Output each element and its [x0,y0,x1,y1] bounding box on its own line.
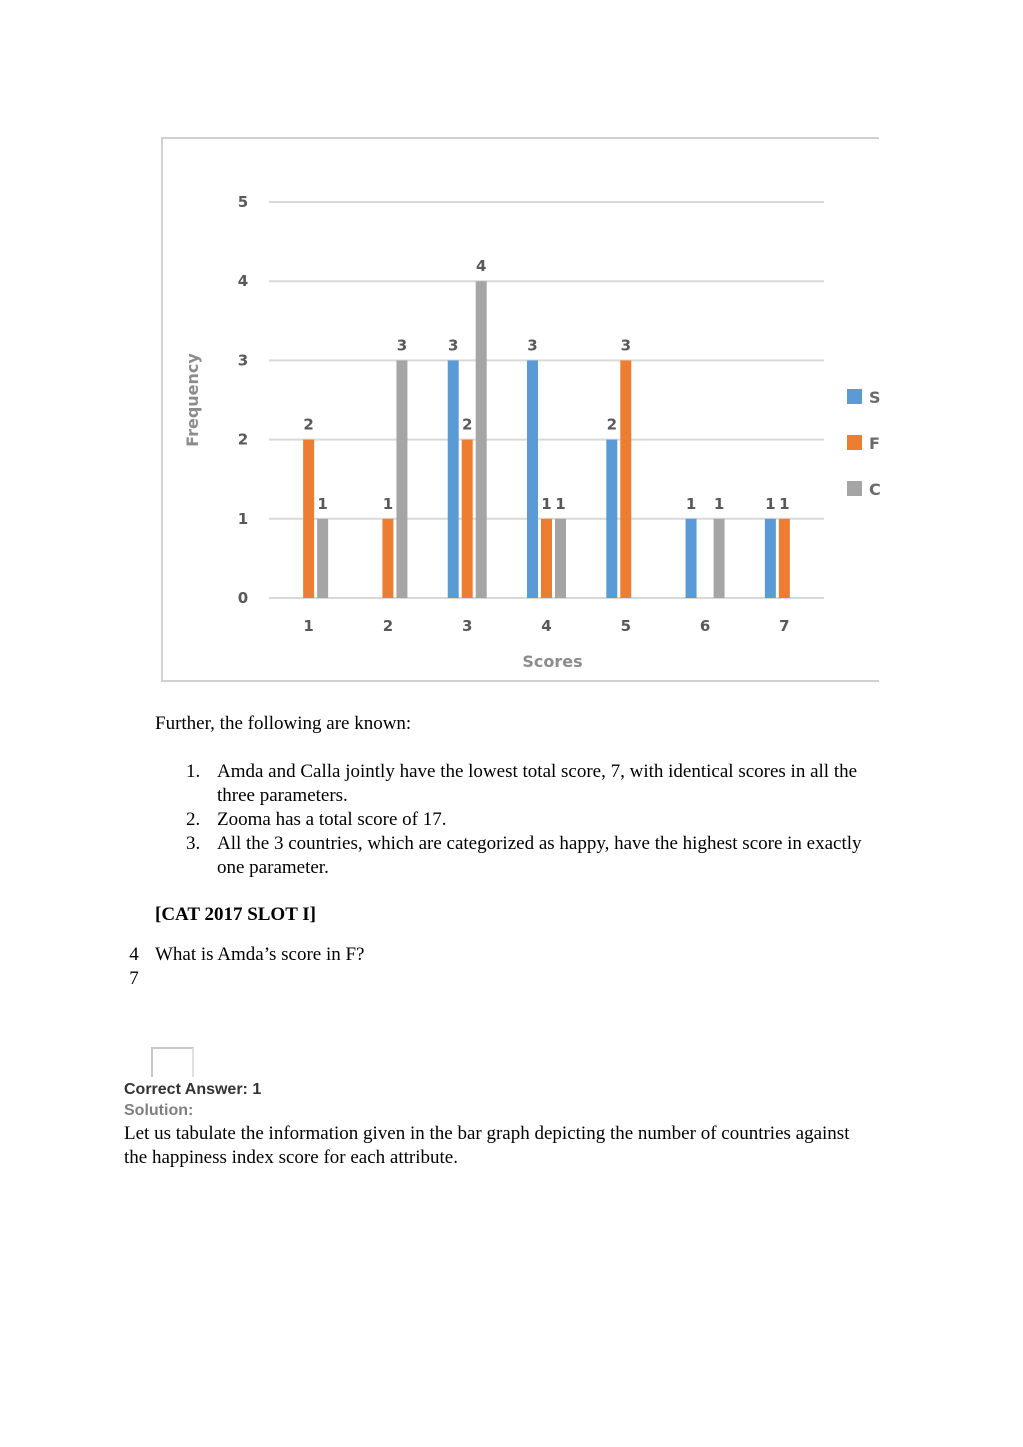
legend-swatch [847,481,862,496]
bar-S [765,519,776,598]
known-item-text: Zooma has a total score of 17. [217,809,447,830]
bar-F [382,519,393,598]
x-tick-label: 1 [303,617,314,635]
known-item-number: 2. [186,809,201,830]
chart-svg [163,139,881,684]
data-label: 1 [779,494,790,513]
bar-F [620,360,631,598]
data-label: 1 [713,494,725,513]
bar-S [527,360,538,598]
x-tick-label: 4 [541,617,552,635]
bar-C [555,519,566,598]
data-label: 2 [303,415,314,434]
known-item [155,808,875,832]
data-label: 1 [555,494,566,513]
data-label: 2 [606,415,618,434]
data-label: 3 [447,336,459,355]
x-axis-title: Scores [522,652,583,671]
y-tick-label: 2 [237,430,249,449]
known-item [155,760,875,808]
known-item [155,832,875,880]
y-axis-title: Frequency [183,353,202,447]
data-label: 1 [382,494,394,513]
bar-F [462,440,473,598]
data-label: 4 [475,257,487,276]
x-tick-label: 5 [620,617,632,635]
data-label: 1 [685,494,697,513]
data-label: 3 [527,336,538,355]
legend-swatch [847,435,862,450]
y-tick-label: 3 [237,351,249,370]
legend-swatch [847,389,862,404]
bar-F [779,519,790,598]
known-item-text: All the 3 countries, which are categorized as happy, have the highest score in exactly one parameter. [217,833,862,878]
y-tick-label: 4 [237,272,249,291]
x-tick-label: 7 [779,617,790,635]
solution-text: Let us tabulate the information given in the bar graph depicting the number of countries against the happiness index score for each attribute. [124,1123,850,1168]
source-tag: [CAT 2017 SLOT I] [155,904,317,925]
question-text: What is Amda’s score in F? [155,944,365,965]
y-tick-label: 0 [237,589,249,607]
correct-answer: Correct Answer: 1 [124,1081,262,1098]
legend-label: C [869,480,881,499]
legend-label: S [869,388,881,407]
bar-chart [161,137,879,682]
x-tick-label: 3 [461,617,473,635]
bar-F [303,440,314,598]
bar-C [317,519,328,598]
y-tick-label: 1 [237,509,249,528]
bar-S [448,360,459,598]
data-label: 3 [396,336,408,355]
known-list [155,760,875,880]
x-tick-label: 2 [382,617,394,635]
bar-S [606,440,617,598]
question-number: 4 7 [129,944,139,989]
x-tick-label: 6 [699,617,711,635]
known-item-text: Amda and Calla jointly have the lowest total score, 7, with identical scores in all the three parameters. [217,761,858,806]
bar-C [714,519,725,598]
bar-F [541,519,552,598]
known-item-number: 1. [186,761,201,782]
solution-label: Solution: [124,1102,194,1119]
bar-C [396,360,407,598]
legend-label: F [869,434,880,453]
data-label: 1 [765,494,776,513]
known-intro: Further, the following are known: [155,713,412,734]
y-tick-label: 5 [237,193,249,211]
known-item-number: 3. [186,833,201,854]
data-label: 1 [317,494,328,513]
data-label: 3 [620,336,632,355]
answer-input[interactable] [151,1047,194,1077]
data-label: 1 [541,494,552,513]
bar-S [686,519,697,598]
data-label: 2 [461,415,473,434]
bar-C [476,281,487,598]
